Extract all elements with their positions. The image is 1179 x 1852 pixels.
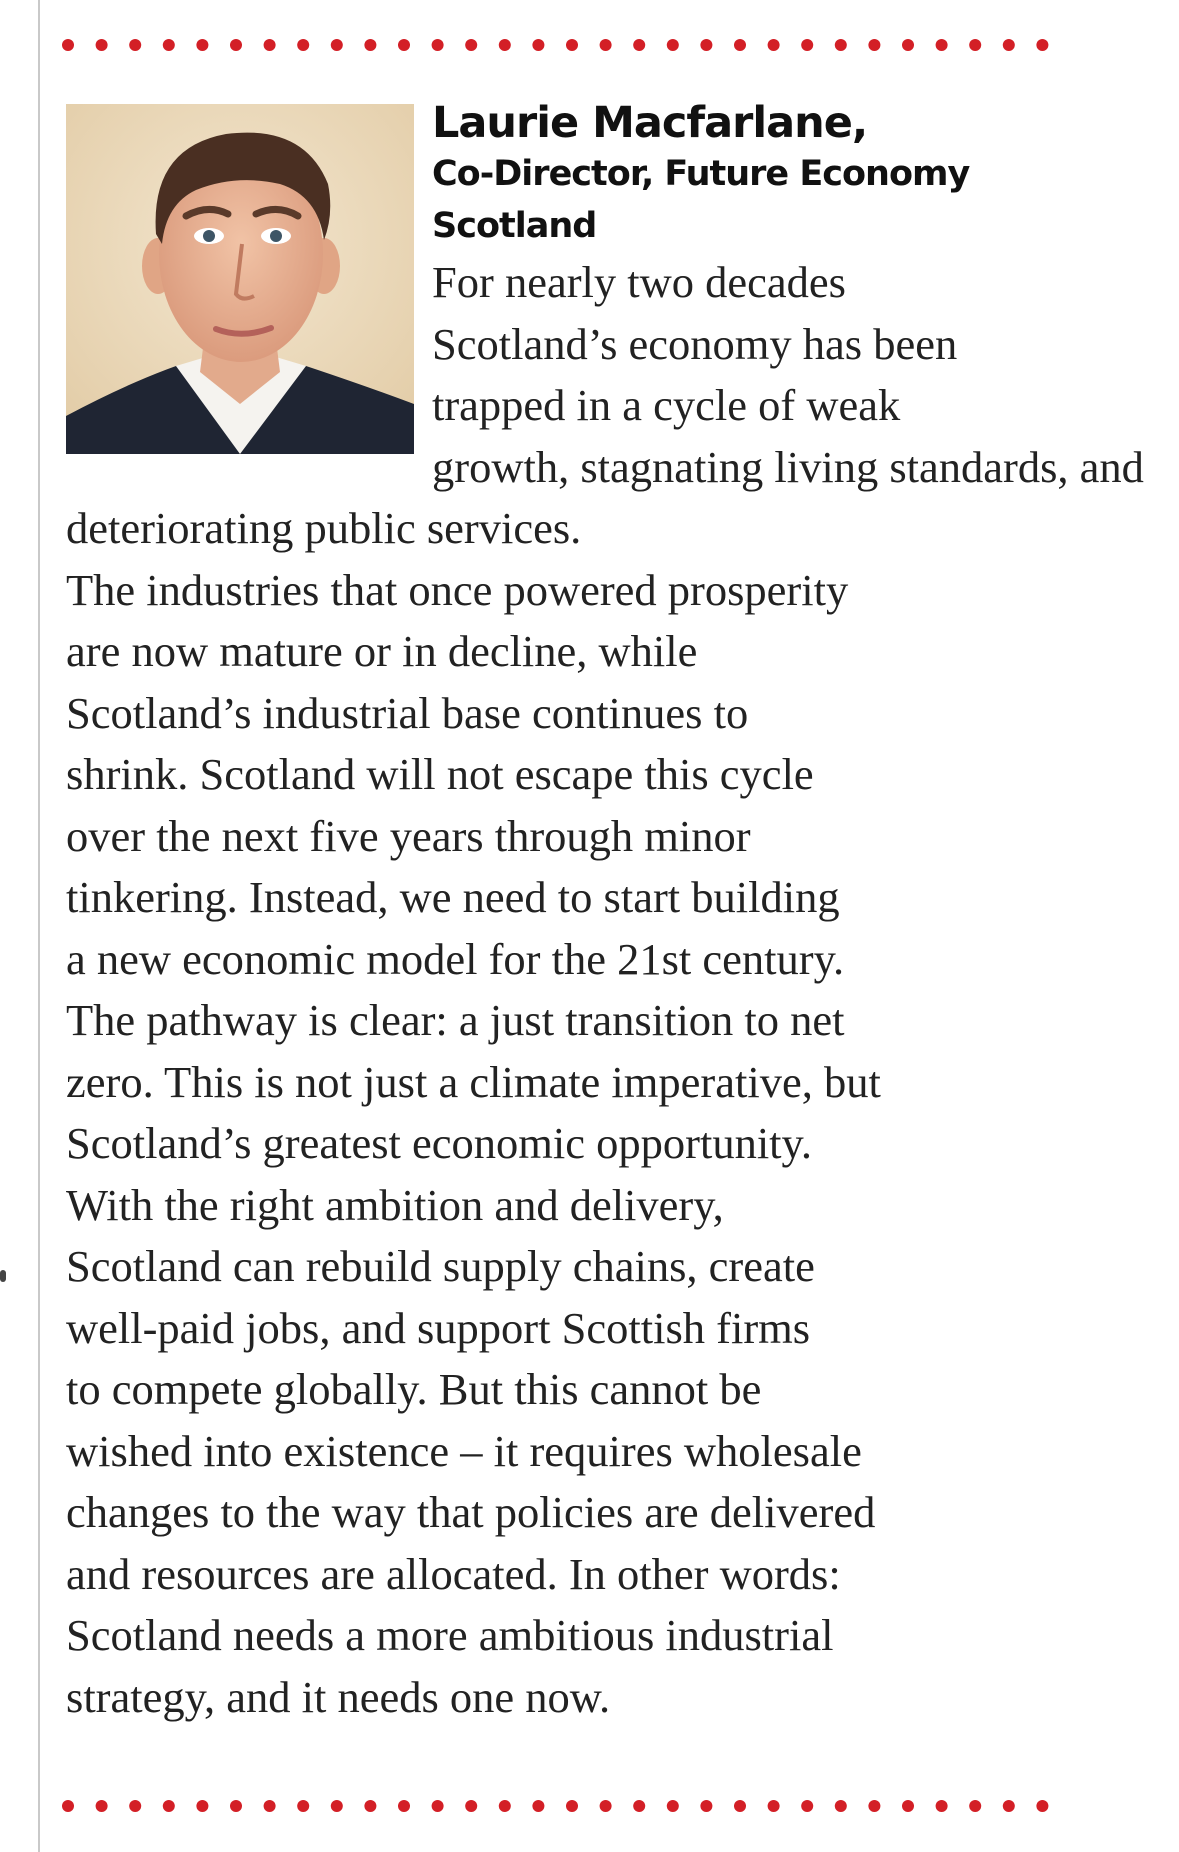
body-line: a new economic model for the 21st century. xyxy=(66,933,845,984)
red-dot xyxy=(566,39,578,51)
red-dot xyxy=(734,1800,746,1812)
red-dot xyxy=(230,39,242,51)
red-dot xyxy=(969,1800,981,1812)
red-dot xyxy=(465,1800,477,1812)
red-dot xyxy=(364,39,376,51)
red-dot xyxy=(1003,39,1015,51)
red-dot xyxy=(768,1800,780,1812)
red-dot xyxy=(633,1800,645,1812)
red-dot xyxy=(1036,39,1048,51)
body-line: to compete globally. But this cannot be xyxy=(66,1364,762,1414)
red-dot xyxy=(96,1800,108,1812)
red-dot xyxy=(398,1800,410,1812)
red-dot xyxy=(264,39,276,51)
body-line: With the right ambition and delivery, xyxy=(66,1179,724,1230)
red-dot xyxy=(62,1800,74,1812)
body-line: The industries that once powered prosperity xyxy=(66,564,849,615)
red-dot xyxy=(801,1800,813,1812)
red-dot xyxy=(600,39,612,51)
red-dot xyxy=(398,39,410,51)
body-line: tinkering. Instead, we need to start building xyxy=(66,872,840,922)
red-dot xyxy=(96,39,108,51)
red-dot xyxy=(62,39,74,51)
red-dot xyxy=(432,1800,444,1812)
body-line: Scotland’s industrial base continues to xyxy=(66,687,749,738)
red-dot xyxy=(936,1800,948,1812)
body-line: growth, stagnating living standards, and xyxy=(432,441,1144,492)
body-line: strategy, and it needs one now. xyxy=(66,1671,611,1722)
red-dot xyxy=(734,39,746,51)
red-dot xyxy=(499,1800,511,1812)
body-line: changes to the way that policies are delivered xyxy=(66,1487,876,1537)
red-dot xyxy=(566,1800,578,1812)
red-dot xyxy=(768,39,780,51)
body-line: shrink. Scotland will not escape this cycle xyxy=(66,749,814,799)
red-dot xyxy=(801,39,813,51)
red-dot xyxy=(364,1800,376,1812)
column-divider xyxy=(38,0,40,1852)
body-line: well-paid jobs, and support Scottish firms xyxy=(66,1302,811,1353)
red-dot xyxy=(700,39,712,51)
red-dot xyxy=(868,39,880,51)
red-dot xyxy=(969,39,981,51)
red-dot xyxy=(868,1800,880,1812)
red-dot xyxy=(264,1800,276,1812)
red-dot xyxy=(902,39,914,51)
red-dot xyxy=(633,39,645,51)
red-dot xyxy=(331,39,343,51)
person-portrait-icon xyxy=(66,104,414,454)
red-dot xyxy=(1003,1800,1015,1812)
red-dot xyxy=(196,1800,208,1812)
red-dot xyxy=(835,1800,847,1812)
red-dot xyxy=(600,1800,612,1812)
body-line: deteriorating public services. xyxy=(66,503,582,553)
body-line: Scotland’s economy has been xyxy=(432,318,958,369)
body-line: and resources are allocated. In other words: xyxy=(66,1548,841,1599)
author-name: Laurie Macfarlane, xyxy=(432,98,868,148)
red-dot xyxy=(432,39,444,51)
red-dot xyxy=(331,1800,343,1812)
top-dotted-rule xyxy=(62,36,1062,54)
bottom-dotted-rule xyxy=(62,1797,1062,1815)
article-body xyxy=(66,252,1144,1728)
author-role: Co-Director, Future Economy Scotland xyxy=(432,154,970,246)
red-dot xyxy=(667,39,679,51)
body-line: wished into existence – it requires wholesale xyxy=(66,1425,862,1476)
red-dot xyxy=(163,1800,175,1812)
adjacent-column-fragment xyxy=(0,1270,6,1282)
body-line: over the next five years through minor xyxy=(66,810,751,861)
red-dot xyxy=(297,1800,309,1812)
red-dot xyxy=(532,39,544,51)
red-dot xyxy=(532,1800,544,1812)
red-dot xyxy=(1036,1800,1048,1812)
red-dot xyxy=(936,39,948,51)
body-line: The pathway is clear: a just transition to net xyxy=(66,995,845,1045)
red-dot xyxy=(129,39,141,51)
body-line: Scotland’s greatest economic opportunity. xyxy=(66,1118,813,1168)
red-dot xyxy=(230,1800,242,1812)
red-dot xyxy=(196,39,208,51)
red-dot xyxy=(465,39,477,51)
red-dot xyxy=(700,1800,712,1812)
red-dot xyxy=(902,1800,914,1812)
body-line: trapped in a cycle of weak xyxy=(432,380,901,430)
author-portrait xyxy=(66,104,414,454)
red-dot xyxy=(499,39,511,51)
body-line: are now mature or in decline, while xyxy=(66,626,698,676)
red-dot xyxy=(835,39,847,51)
red-dot xyxy=(129,1800,141,1812)
red-dot xyxy=(667,1800,679,1812)
body-line: For nearly two decades xyxy=(432,257,846,307)
body-line: Scotland needs a more ambitious industrial xyxy=(66,1610,834,1660)
red-dot xyxy=(163,39,175,51)
body-line: zero. This is not just a climate imperative, but xyxy=(66,1056,881,1107)
article-column xyxy=(66,98,1144,1728)
red-dot xyxy=(297,39,309,51)
body-line: Scotland can rebuild supply chains, create xyxy=(66,1241,815,1291)
